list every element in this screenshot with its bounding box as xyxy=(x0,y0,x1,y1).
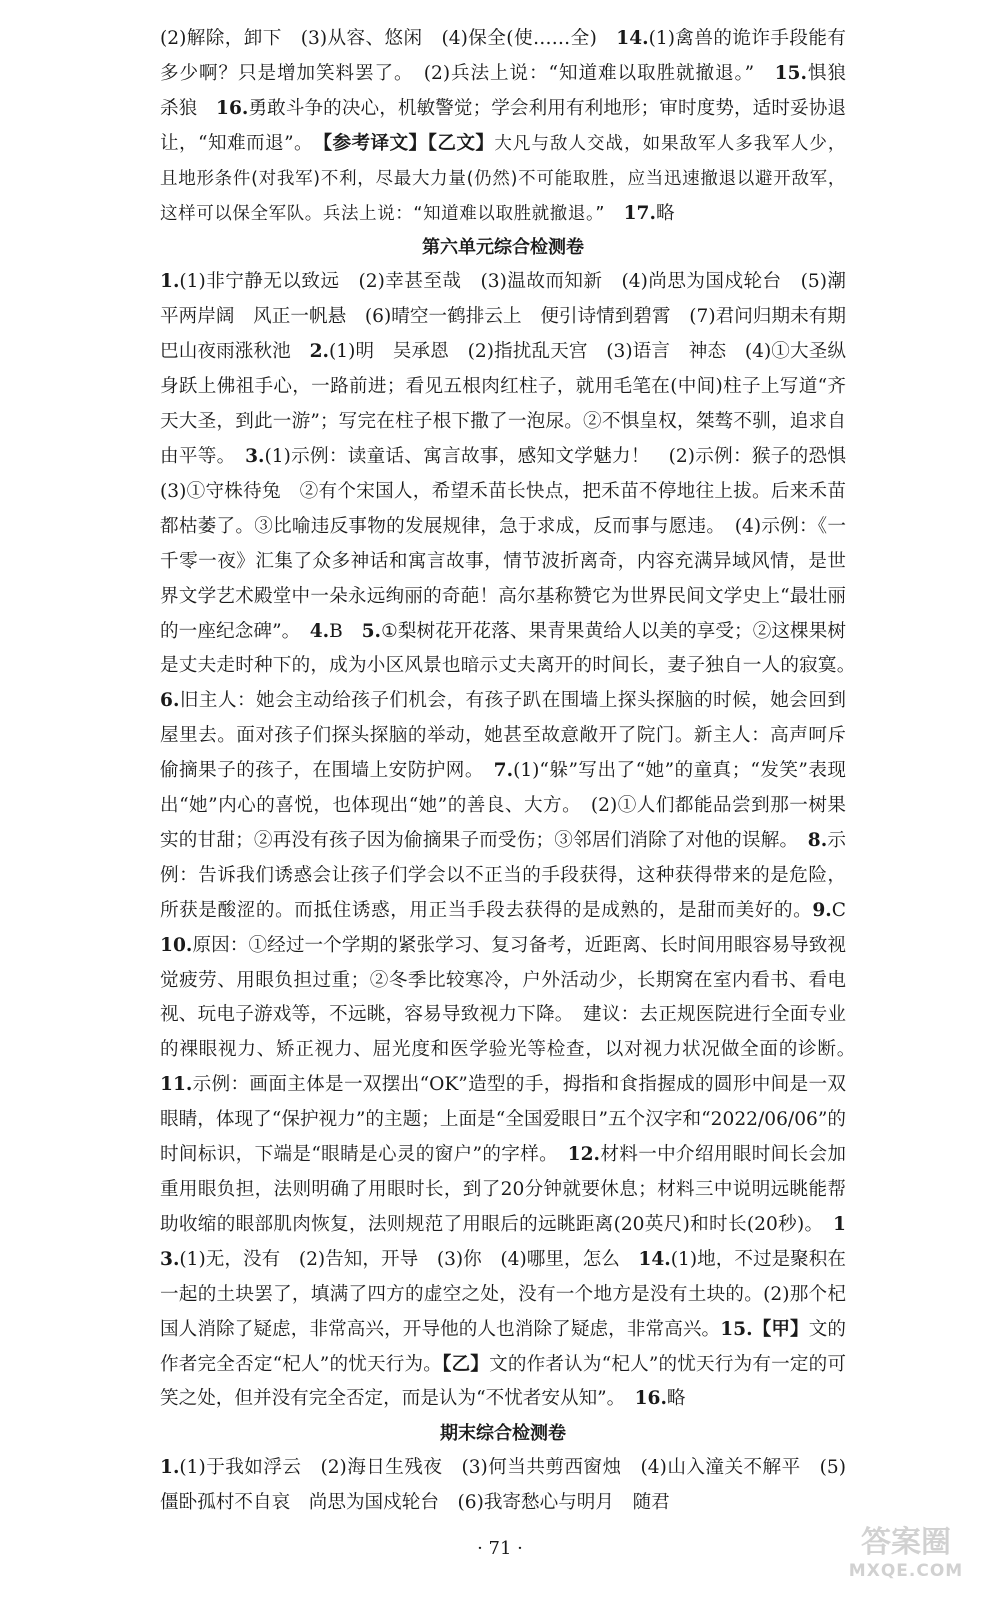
answer-text: (1)示例：读童话、寓言故事，感知文学魅力！ (2)示例：猴子的恐惧 (3)①守株待兔 ②有个宋国人，希望禾苗长快点，把禾苗不停地往上拔。后来禾苗都枯萎了。③比喻违反事物的发展规律，急于求成，反而事与愿违。 (4)示例：《一千零一夜》汇集了众多神话和寓言故事，情节波折离奇，内容充满异域风情，是世界文学艺术殿堂中一朵永远绚丽的奇葩！高尔基称赞它为世界民间文学史上“最壮丽的一座纪念碑”。 xyxy=(160,445,865,642)
section-5-continuation xyxy=(160,22,865,231)
answer-text: B xyxy=(329,620,362,642)
answer-text: (1)禽兽的诡诈手段能有多少啊？只是增加笑料罢了。 (2)兵法上说：“知道难以取胜就撤退。” xyxy=(160,28,846,84)
watermark-site-text: MXQE.COM xyxy=(848,1561,964,1581)
question-number: 7. xyxy=(493,760,514,782)
answer-text: 惧狼 杀狼 xyxy=(160,62,865,119)
question-number: 15. xyxy=(774,62,807,84)
yi-text-label: 【乙文】 xyxy=(427,132,495,154)
section-unit-6-answers xyxy=(160,265,865,1417)
answer-text: ①梨树花开花落、果青果黄给人以美的享受；②这棵果树是丈夫走时种下的，成为小区风景也暗示丈夫离开的时间长，妻子独自一人的寂寞。 xyxy=(160,620,865,677)
answer-page xyxy=(160,22,865,1521)
yi-text-label: 【乙】 xyxy=(442,1353,490,1375)
question-number: 15. xyxy=(720,1318,753,1340)
answer-text: (1)非宁静无以致远 (2)幸甚至哉 (3)温故而知新 (4)尚思为国戍轮台 (5)潮平两岸阔 风正一帆悬 (6)晴空一鹤排云上 便引诗情到碧霄 (7)君问归期未有期 巴山夜雨涨秋池 xyxy=(160,271,865,363)
question-number: 13. xyxy=(160,1213,846,1270)
question-number: 3. xyxy=(245,445,265,467)
question-number: 17. xyxy=(604,202,656,224)
question-number: 12. xyxy=(567,1144,601,1166)
answer-text: 示例：告诉我们诱惑会让孩子们学会以不正当的手段获得，这种获得带来的是危险，所获是酸涩的。而抵住诱惑，用正当手段去获得的是成熟的，是甜而美好的。 xyxy=(160,829,846,921)
question-number: 14. xyxy=(638,1248,671,1270)
answer-text: 原因：①经过一个学期的紧张学习、复习备考，近距离、长时间用眼容易导致视觉疲劳、用眼负担过重；②冬季比较寒冷，户外活动少，长期窝在室内看书、看电视、玩电子游戏等，不远眺，容易导致视力下降。 建议：去正规医院进行全面专业的裸眼视力、矫正视力、屈光度和医学验光等检查，以对视力状况做全面的诊断。 xyxy=(160,934,865,1061)
answer-text: 略 xyxy=(666,1388,686,1410)
question-number: 14. xyxy=(616,28,649,49)
answer-text: (1)于我如浮云 (2)海日生残夜 (3)何当共剪西窗烛 (4)山入潼关不解平 (5)僵卧孤村不自哀 尚思为国戍轮台 (6)我寄愁心与明月 随君 xyxy=(160,1457,846,1514)
answer-text: (1)地，不过是聚积在一起的土块罢了，填满了四方的虚空之处，没有一个地方是没有土块的。(2)那个杞国人消除了疑虑，非常高兴，开导他的人也消除了疑虑，非常高兴。 xyxy=(160,1248,846,1340)
question-number: 16. xyxy=(634,1388,667,1410)
answer-text: (1)无，没有 (2)告知，开导 (3)你 (4)哪里，怎么 xyxy=(179,1248,639,1270)
answer-text: 材料一中介绍用眼时间长会加重用眼负担，法则明确了用眼时长，到了20分钟就要休息；材料三中说明远眺能帮助收缩的眼部肌肉恢复，法则规范了用眼后的远眺距离(20英尺)和时长(20秒)。 xyxy=(160,1144,846,1235)
question-number: 16. xyxy=(216,97,249,119)
translation-text: 大凡与敌人交战，如果敌军人多我军人少，且地形条件(对我军)不利，尽最大力量(仍然)不可能取胜，应当迅速撤退以避开敌军，这样可以保全军队。兵法上说：“知道难以取胜就撤退。” xyxy=(160,133,847,224)
question-number: 1. xyxy=(160,1457,180,1479)
question-number: 9. xyxy=(812,899,832,921)
answer-text: 文的作者认为“杞人”的忧天行为有一定的可笑之处，但并没有完全否定，而是认为“不忧者安从知”。 xyxy=(160,1353,847,1410)
question-number: 5. xyxy=(361,620,381,642)
question-number: 11. xyxy=(160,1074,193,1096)
answer-text: (1)明 吴承恩 (2)指扰乱天宫 (3)语言 神态 (4)①大圣纵身跃上佛祖手心，一路前进；看见五根肉红柱子，就用毛笔在(中间)柱子上写道“齐天大圣，到此一游”；写完在柱子根下撒了一泡尿。②不惧皇权，桀骜不驯，追求自由平等。 xyxy=(160,341,846,467)
answer-text: 旧主人：她会主动给孩子们机会，有孩子趴在围墙上探头探脑的时候，她会回到屋里去。面对孩子们探头探脑的举动，她甚至故意敞开了院门。新主人：高声呵斥偷摘果子的孩子，在围墙上安防护网。 xyxy=(160,690,846,782)
answer-text: 勇敢斗争的决心，机敏警觉；学会利用有利地形；审时度势，适时妥协退让，“知难而退”。 xyxy=(160,97,846,154)
answer-text: (2)解除，卸下 (3)从容、悠闲 (4)保全(使……全) xyxy=(160,28,617,49)
question-number: 2. xyxy=(309,341,329,363)
question-number: 8. xyxy=(807,829,828,851)
question-number: 4. xyxy=(309,620,330,642)
question-number: 1. xyxy=(160,271,180,293)
section-title-final-exam: 期末综合检测卷 xyxy=(440,1423,566,1445)
watermark-logo-text: 答案圈 xyxy=(861,1525,951,1560)
question-number: 6. xyxy=(160,690,180,712)
section-title-unit-6: 第六单元综合检测卷 xyxy=(422,237,584,259)
reference-translation-label: 【参考译文】 xyxy=(322,132,428,154)
answer-text: 略 xyxy=(655,202,675,224)
watermark-logo xyxy=(826,1518,986,1582)
answer-text: C xyxy=(831,899,865,921)
page-number: · 71 · xyxy=(477,1538,523,1559)
question-number: 10. xyxy=(160,934,193,956)
section-final-exam-answers xyxy=(160,1451,846,1521)
jia-text-label: 【甲】 xyxy=(752,1318,809,1340)
answer-text: (1)“躲”写出了“她”的童真；“发笑”表现出“她”内心的喜悦，也体现出“她”的善良、大方。 (2)①人们都能品尝到那一树果实的甘甜；②再没有孩子因为偷摘果子而受伤；③邻居们消除了对他的误解。 xyxy=(160,760,847,851)
answer-text: 文的作者完全否定“杞人”的忧天行为。 xyxy=(160,1318,846,1375)
answer-text: 示例：画面主体是一双摆出“OK”造型的手，拇指和食指握成的圆形中间是一双眼睛，体现了“保护视力”的主题；上面是“全国爱眼日”五个汉字和“2022/06/06”的时间标识，下端是“眼睛是心灵的窗户”的字样。 xyxy=(160,1074,846,1166)
